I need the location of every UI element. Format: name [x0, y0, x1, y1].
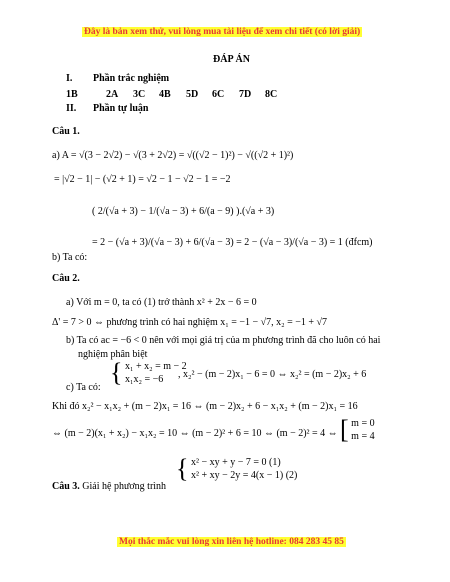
cau2-final: ⇔ (m − 2)(x₁ + x₂) − x₁x₂ = 10 ⇔ (m − 2)² + 6 = 10 ⇔ (m − 2)² = 4 ⇔ — [52, 428, 338, 439]
cau2-label: Câu 2. — [52, 273, 80, 284]
cau1-b-expr2: = 2 − (√a + 3)/(√a − 3) + 6/(√a − 3) = 2 − (√a − 3)/(√a − 3) = 1 (đfcm) — [92, 237, 373, 248]
cau2-c-prefix: c) Ta có: — [66, 382, 101, 393]
top-banner-text: Đây là bản xem thử, vui lòng mua tài liệu để xem chi tiết (có lời giải) — [84, 27, 361, 37]
part1-number: I. — [66, 73, 73, 84]
answer-3: 3C — [133, 89, 146, 100]
cau3-text: Giải hệ phương trình — [82, 481, 167, 492]
cau1-b-prefix: b) Ta có: — [52, 252, 88, 263]
cau1-b-expr1: ( 2/(√a + 3) − 1/(√a − 3) + 6/(a − 9) ).(√a + 3) — [92, 206, 275, 217]
cau2-final-sys-lines — [351, 417, 374, 443]
answer-5: 5D — [186, 89, 199, 100]
cau2-b-text1: b) Ta có ac = −6 < 0 nên với mọi giá trị của m phương trình đã cho luôn có hai — [66, 335, 381, 346]
answer-1: 1B — [66, 89, 78, 100]
cau2-a-delta: Δ' = 7 > 0 ⇔ phương trình có hai nghiệm x₁ = −1 − √7, x₂ = −1 + √7 — [52, 317, 328, 328]
bottom-banner — [117, 537, 346, 547]
part2-label: Phần tự luận — [93, 103, 149, 114]
cau2-final-sys2: m = 4 — [351, 431, 375, 442]
bottom-banner-text: Mọi thắc mắc vui lòng xin liên hệ hotline: 084 283 45 85 — [119, 537, 344, 547]
top-banner — [82, 27, 362, 37]
answer-7: 7D — [239, 89, 252, 100]
cau2-final-system — [340, 417, 375, 443]
cau2-a-text: a) Với m = 0, ta có (1) trở thành x² + 2x − 6 = 0 — [66, 297, 257, 308]
part2-number: II. — [66, 103, 77, 114]
cau3-line — [52, 481, 166, 492]
cau1-a-line2: = |√2 − 1| − (√2 + 1) = √2 − 1 − √2 − 1 = −2 — [54, 174, 231, 185]
cau2-c-rest: , x₂² − (m − 2)x₁ − 6 = 0 ⇔ x₂² = (m − 2)x₂ + 6 — [178, 369, 367, 380]
part1-label: Phần trắc nghiệm — [93, 73, 170, 84]
answer-4: 4B — [159, 89, 171, 100]
answer-8: 8C — [265, 89, 278, 100]
cau3-system — [176, 456, 297, 482]
left-bracket: [ — [340, 415, 349, 444]
cau2-final-sys1: m = 0 — [351, 418, 375, 429]
cau1-label: Câu 1. — [52, 126, 80, 137]
cau2-c-sys2: x₁x₂ = −6 — [124, 374, 164, 385]
answer-heading: ĐÁP ÁN — [213, 54, 250, 65]
cau2-khido: Khi đó x₂² − x₁x₂ + (m − 2)x₁ = 16 ⇔ (m − 2)x₂ + 6 − x₁x₂ + (m − 2)x₁ = 16 — [52, 401, 358, 412]
cau2-c-system — [110, 360, 187, 386]
left-brace: { — [110, 358, 123, 387]
cau3-label: Câu 3. — [52, 481, 80, 492]
cau2-b-text2: nghiệm phân biệt — [78, 349, 148, 360]
cau3-sys-lines — [191, 456, 297, 482]
left-brace: { — [176, 454, 189, 483]
cau1-a-line1: a) A = √(3 − 2√2) − √(3 + 2√2) = √((√2 − 1)²) − √((√2 + 1)²) — [52, 150, 294, 161]
cau2-c-sys1: x₁ + x₂ = m − 2 — [124, 361, 187, 372]
answer-2: 2A — [106, 89, 119, 100]
cau3-eq2: x² + xy − 2y = 4(x − 1) (2) — [190, 470, 298, 481]
answer-6: 6C — [212, 89, 225, 100]
cau3-eq1: x² − xy + y − 7 = 0 (1) — [190, 457, 281, 468]
